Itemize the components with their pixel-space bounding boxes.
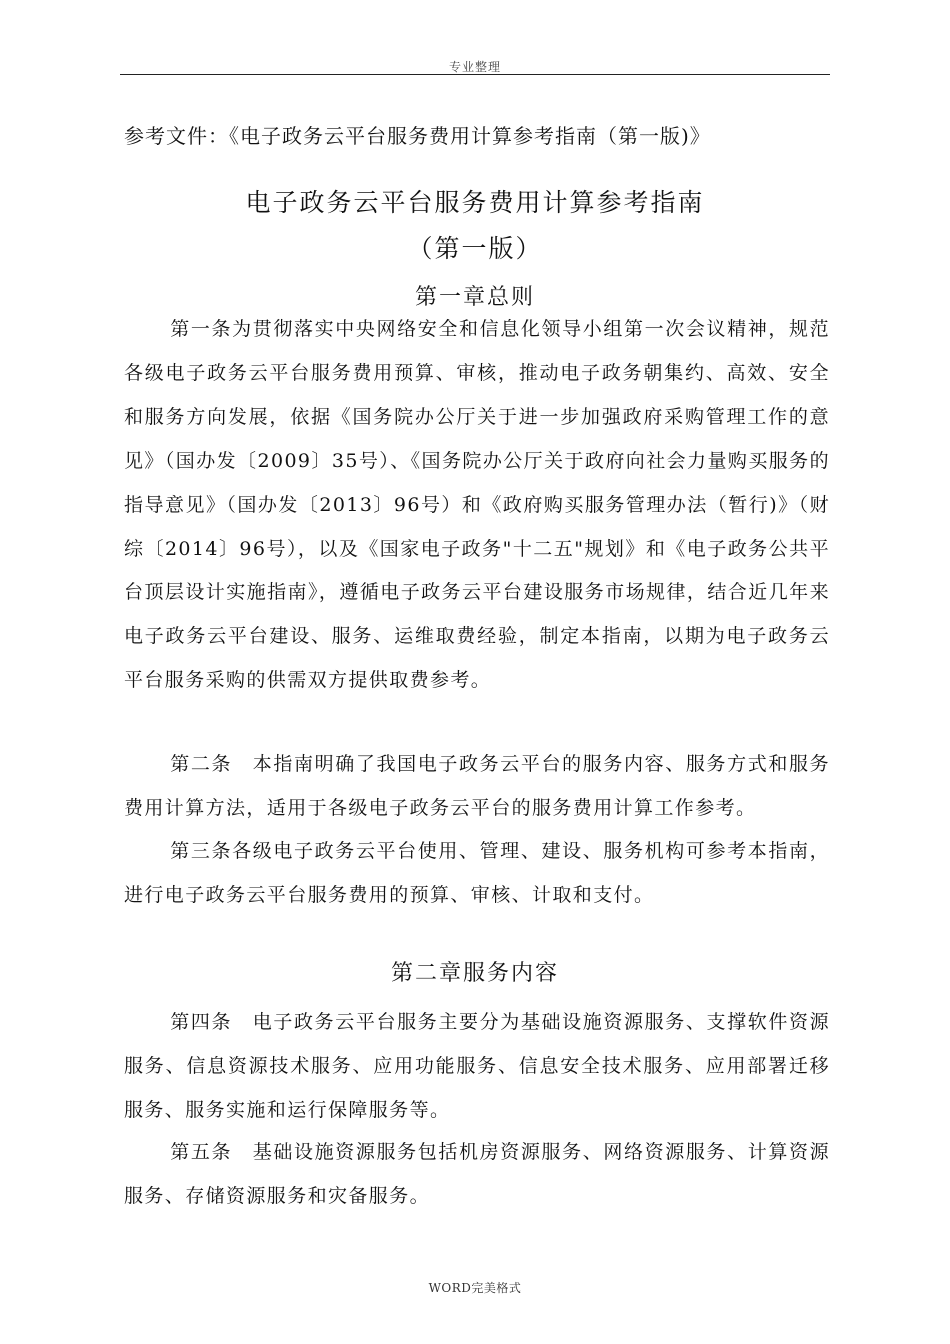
article-paragraph-5 bbox=[124, 1131, 830, 1219]
header-text: 专业整理 bbox=[448, 60, 501, 74]
chapter-heading-2: 第二章服务内容 bbox=[390, 961, 559, 986]
page-footer: WORD完美格式 bbox=[428, 1281, 522, 1295]
article-paragraph-1 bbox=[124, 308, 830, 703]
article-text: 第二条 本指南明确了我国电子政务云平台的服务内容、服务方式和服务费用计算方法，适用于各级电子政务云平台的服务费用计算工作参考。 bbox=[124, 753, 830, 819]
article-paragraph-3 bbox=[124, 830, 830, 918]
header-divider bbox=[120, 74, 830, 75]
article-paragraph-2 bbox=[124, 743, 830, 831]
article-text: 第四条 电子政务云平台服务主要分为基础设施资源服务、支撑软件资源服务、信息资源技术服务、应用功能服务、信息安全技术服务、应用部署迁移服务、服务实施和运行保障服务等。 bbox=[124, 1011, 830, 1121]
document-edition: （第一版） bbox=[407, 234, 543, 263]
article-text: 第一条为贯彻落实中央网络安全和信息化领导小组第一次会议精神，规范各级电子政务云平台服务费用预算、审核，推动电子政务朝集约、高效、安全和服务方向发展，依据《国务院办公厅关于进一步加强政府采购管理工作的意见》（国办发〔2009〕35号）、《国务院办公厅关于政府向社会力量购买服务的指导意见》（国办发〔2013〕96号）和《政府购买服务管理办法（暂行)》（财综〔2014〕96号），以及《国家电子政务"十二五"规划》和《电子政务公共平台顶层设计实施指南》，遵循电子政务云平台建设服务市场规律，结合近几年来电子政务云平台建设、服务、运维取费经验，制定本指南，以期为电子政务云平台服务采购的供需双方提供取费参考。 bbox=[124, 318, 830, 692]
article-text: 第三条各级电子政务云平台使用、管理、建设、服务机构可参考本指南，进行电子政务云平台服务费用的预算、审核、计取和支付。 bbox=[124, 840, 830, 906]
article-text: 第五条 基础设施资源服务包括机房资源服务、网络资源服务、计算资源服务、存储资源服务和灾备服务。 bbox=[124, 1141, 830, 1207]
article-paragraph-4 bbox=[124, 1001, 830, 1133]
reference-line: 参考文件：《电子政务云平台服务费用计算参考指南（第一版)》 bbox=[124, 124, 711, 148]
chapter-heading-1: 第一章总则 bbox=[414, 285, 535, 310]
document-title: 电子政务云平台服务费用计算参考指南 bbox=[245, 188, 705, 217]
